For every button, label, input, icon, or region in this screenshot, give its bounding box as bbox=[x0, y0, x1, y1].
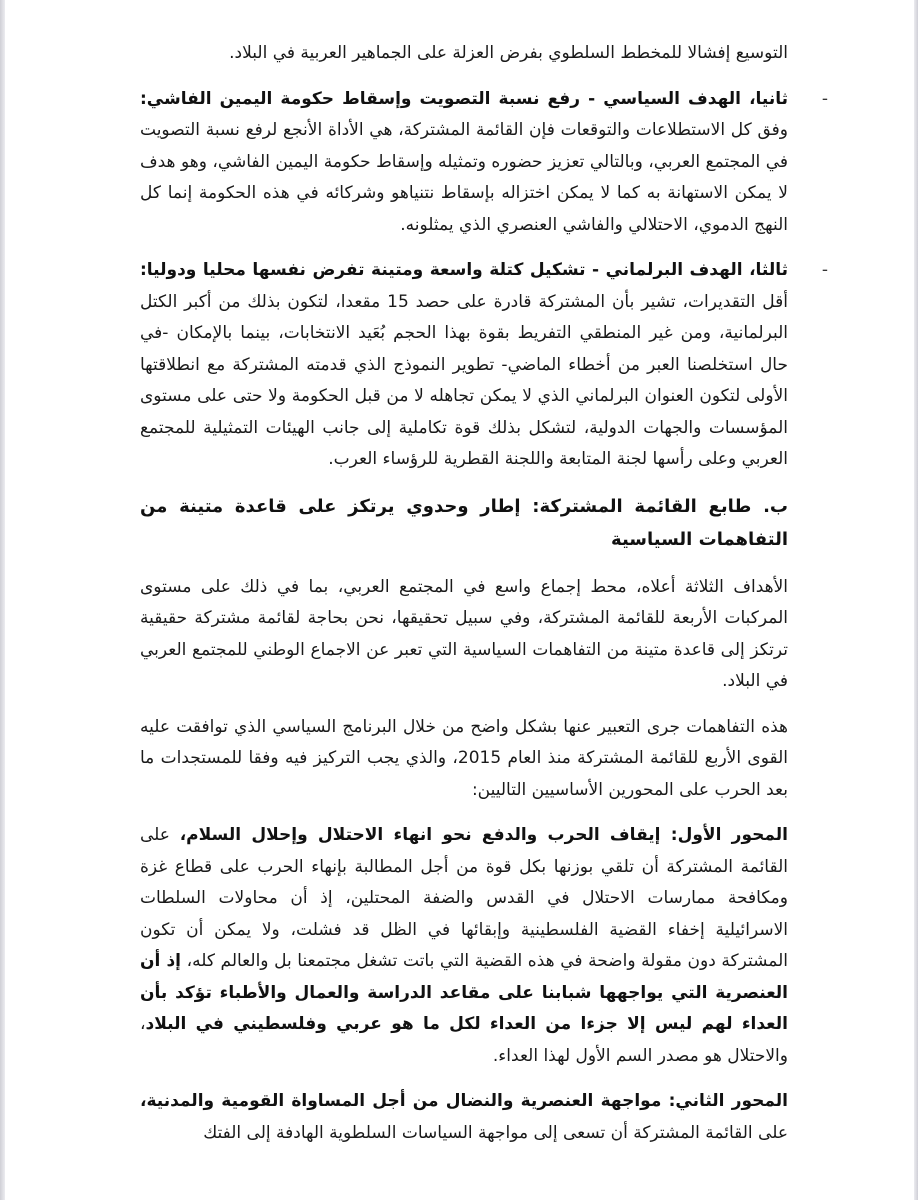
axis-two-paragraph bbox=[140, 1086, 788, 1149]
body-paragraph: هذه التفاهمات جرى التعبير عنها بشكل واضح من خلال البرنامج السياسي الذي توافقت عليه القوى الأربع للقائمة المشتركة منذ العام 2015، والذي يجب التركيز فيه وفقا للمستجدات ما بعد الحرب على المحورين الأساسيين التاليين: bbox=[140, 716, 789, 800]
section-heading: ب. طابع القائمة المشتركة: إطار وحدوي يرتكز على قاعدة متينة من التفاهمات السياسية bbox=[140, 495, 788, 550]
document-page bbox=[140, 38, 828, 1163]
bullet-dash-icon: - bbox=[821, 88, 828, 109]
axis-one-body: على القائمة المشتركة أن تلقي بوزنها بكل قوة من أجل المطالبة بإنهاء الحرب على قطاع غزة ومكافحة ممارسات الاحتلال في القدس والضفة المحتلين، إذ أن محاولات السلطات الاسرائيلية إخفاء القضية الفلسطينية وإبقائها في الظل قد فشلت، ولا يمكن أن تكون المشتركة دون مقولة واضحة في هذه القضية التي باتت تشغل مجتمعنا بل والعالم كله، bbox=[140, 825, 788, 971]
bullet-body: أقل التقديرات، تشير بأن المشتركة قادرة على حصد 15 مقعدا، لتكون بذلك من أكبر الكتل البرلمانية، ومن غير المنطقي التفريط بقوة بهذا الحجم بُعَيد الانتخابات، بينما بالإمكان -في حال استخلصنا العبر من أخطاء الماضي- تطوير النموذج الذي قدمته المشتركة مع انطلاقتها الأولى لتكون العنوان البرلماني الذي لا يمكن تجاهله لا من قبل الحكومة ولا حتى على مستوى المؤسسات والجهات الدولية، لتشكل بذلك قوة تكاملية إلى جانب الهيئات التمثيلية للمجتمع العربي وعلى رأسها لجنة المتابعة واللجنة القطرية للرؤساء العرب. bbox=[140, 291, 789, 469]
axis-one-emphasis: إذ أن العنصرية التي يواجهها شبابنا على مقاعد الدراسة والعمال والأطباء تؤكد بأن العداء لهم ليس إلا جزءا من العداء لكل ما هو عربي وفلسطيني في البلاد bbox=[140, 951, 788, 1034]
axis-one-title: المحور الأول: إيقاف الحرب والدفع نحو انهاء الاحتلال وإحلال السلام، bbox=[179, 825, 788, 845]
bullet-title: ثالثا، الهدف البرلماني - تشكيل كتلة واسعة ومتينة تفرض نفسها محليا ودوليا: bbox=[140, 260, 788, 280]
bullet-political-goal bbox=[140, 84, 828, 242]
axis-two-body: على القائمة المشتركة أن تسعى إلى مواجهة السياسات السلطوية الهادفة إلى الفتك bbox=[203, 1122, 788, 1143]
bullet-parliamentary-goal bbox=[140, 255, 828, 476]
page-edge-right bbox=[914, 0, 918, 1200]
intro-continuation-paragraph: التوسيع إفشالا للمخطط السلطوي بفرض العزلة على الجماهير العربية في البلاد. bbox=[229, 43, 788, 63]
axis-one-paragraph bbox=[140, 820, 788, 1072]
bullet-title: ثانيا، الهدف السياسي - رفع نسبة التصويت وإسقاط حكومة اليمين الفاشي: bbox=[140, 88, 788, 109]
axis-two-title: المحور الثاني: مواجهة العنصرية والنضال من أجل المساواة القومية والمدنية، bbox=[140, 1091, 788, 1111]
body-paragraph: الأهداف الثلاثة أعلاه، محط إجماع واسع في المجتمع العربي، بما في ذلك على مستوى المركبات الأربعة للقائمة المشتركة، وفي سبيل تحقيقها، نحن بحاجة لقائمة مشتركة حقيقية ترتكز إلى قاعدة متينة من التفاهمات السياسية التي تعبر عن الاجماع الوطني للمجتمع العربي في البلاد. bbox=[140, 576, 788, 691]
bullet-dash-icon: - bbox=[821, 260, 828, 280]
bullet-body: وفق كل الاستطلاعات والتوقعات فإن القائمة المشتركة، هي الأداة الأنجع لرفع نسبة التصويت في المجتمع العربي، وبالتالي تعزيز حضوره وتمثيله وإسقاط حكومة اليمين الفاشي، وهو هدف لا يمكن الاستهانة به كما لا يمكن اختزاله بإسقاط نتنياهو وشركائه في هذه الحكومة إنما كل النهج الدموي، الاحتلالي والفاشي العنصري الذي يمثلونه. bbox=[140, 120, 788, 235]
page-edge-left bbox=[0, 0, 5, 1200]
axis-one-closing: ، والاحتلال هو مصدر السم الأول لهذا العداء. bbox=[140, 1014, 788, 1066]
